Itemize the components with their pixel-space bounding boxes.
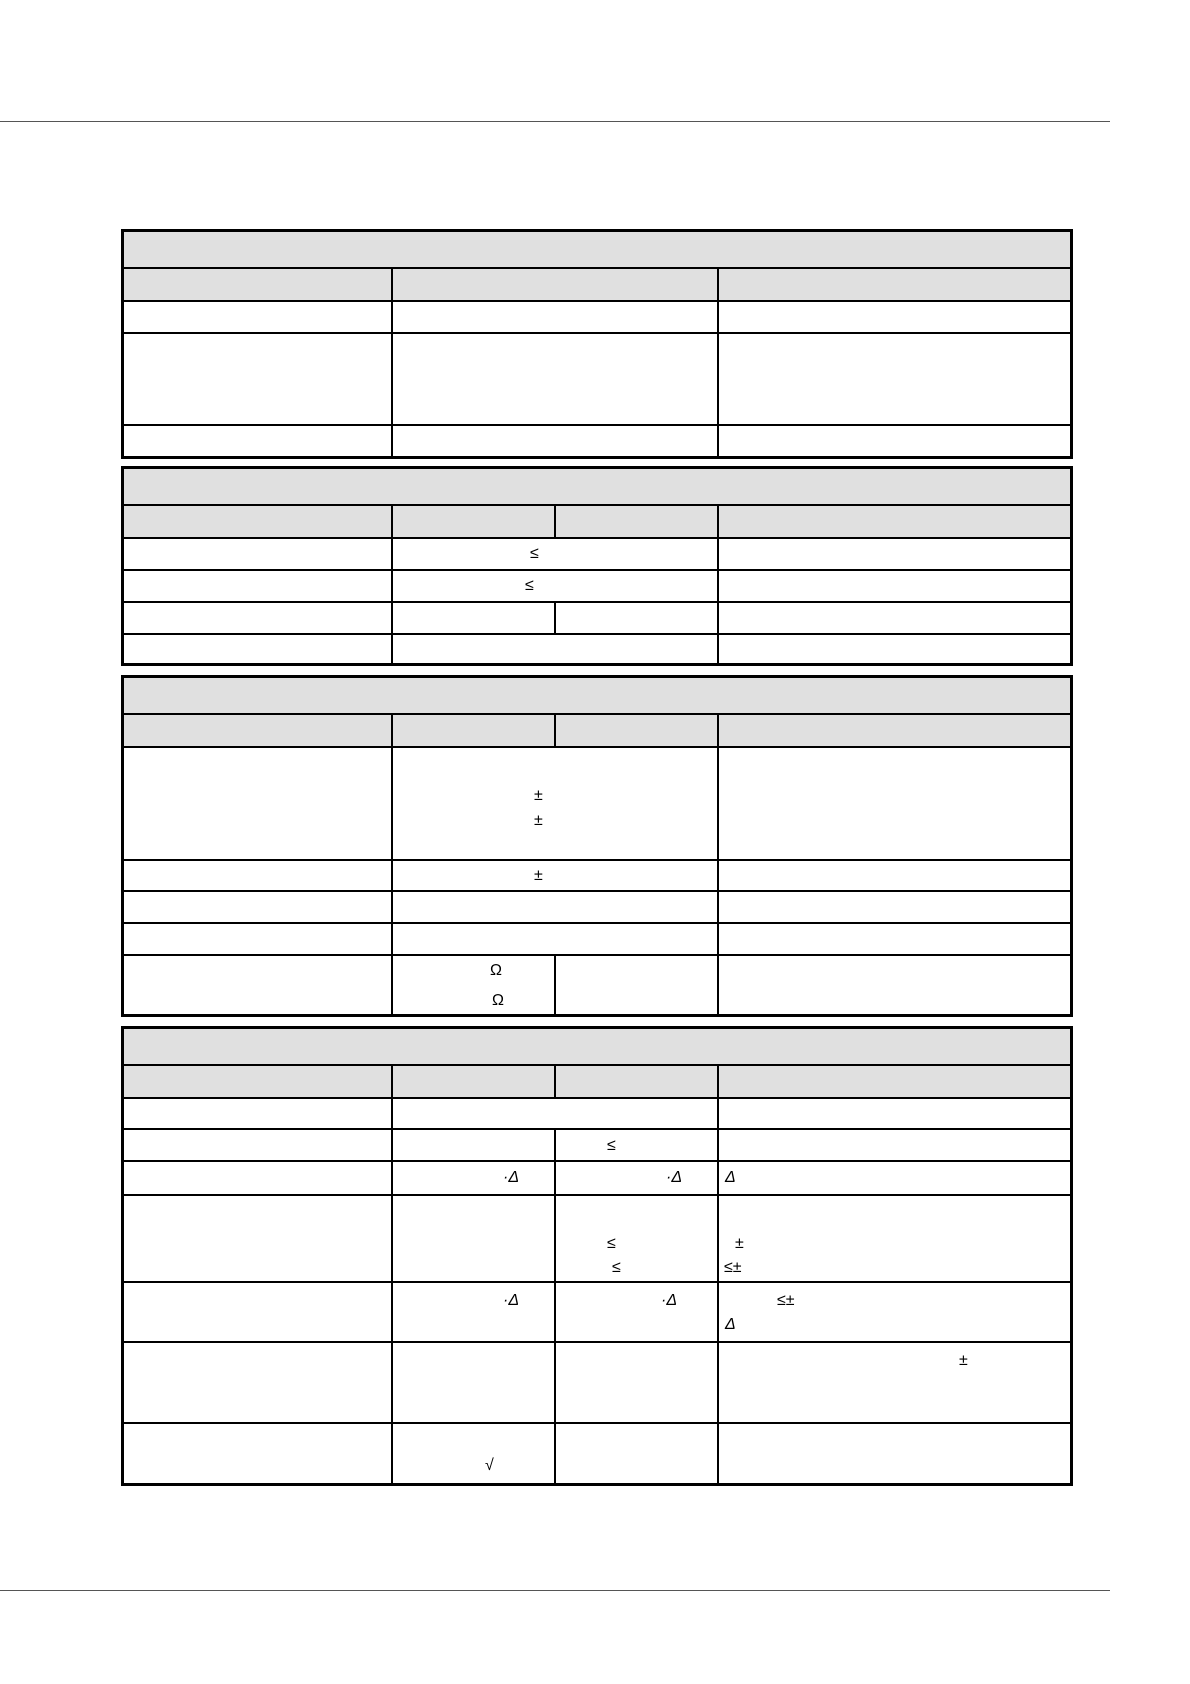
table-block-4 (121, 1026, 1073, 1486)
table-block-1 (121, 229, 1073, 459)
column-header (124, 1065, 392, 1098)
table-cell (555, 955, 718, 1014)
table-cell (718, 1098, 1070, 1129)
table-cell (124, 1098, 392, 1129)
table-cell (718, 1195, 1070, 1282)
delta-symbol: Δ (725, 1316, 736, 1333)
table-cell (555, 1342, 718, 1423)
table-cell (718, 634, 1070, 663)
table-cell (718, 301, 1070, 333)
column-header (124, 714, 392, 747)
column-header (392, 268, 718, 301)
table-cell (392, 538, 718, 570)
le-symbol: ≤ (607, 1137, 616, 1154)
table-cell (124, 1129, 392, 1161)
table-cell (392, 1098, 718, 1129)
table-cell (124, 602, 392, 634)
table-cell (392, 602, 555, 634)
section-title (124, 232, 1070, 268)
column-header (124, 268, 392, 301)
table-cell (718, 923, 1070, 955)
plus-minus-symbol: ± (534, 812, 543, 829)
table-cell (718, 891, 1070, 923)
column-header (718, 268, 1070, 301)
table-cell (555, 1161, 718, 1195)
table-cell (392, 1129, 555, 1161)
table-cell (718, 333, 1070, 425)
plus-minus-symbol: ± (959, 1352, 968, 1369)
footer-rule (0, 1590, 1110, 1591)
delta-symbol: Δ (725, 1169, 736, 1186)
table-cell (392, 923, 718, 955)
table-cell (718, 1129, 1070, 1161)
table-block-3 (121, 675, 1073, 1017)
ohm-symbol: Ω (490, 962, 502, 979)
le-symbol: ≤ (607, 1235, 616, 1252)
column-header (555, 714, 718, 747)
table-cell (392, 634, 718, 663)
table-cell (392, 1161, 555, 1195)
le-symbol: ≤ (612, 1259, 621, 1276)
table-cell (124, 333, 392, 425)
table-cell (392, 747, 718, 860)
column-header (718, 1065, 1070, 1098)
table-cell (124, 1423, 392, 1483)
column-header (392, 714, 555, 747)
le-symbol: ≤ (530, 545, 539, 562)
table-cell (392, 860, 718, 891)
sqrt-symbol: √ (485, 1457, 494, 1474)
table-cell (124, 1195, 392, 1282)
table-cell (124, 923, 392, 955)
column-header (555, 1065, 718, 1098)
ohm-symbol: Ω (492, 992, 504, 1009)
plus-minus-symbol: ± (534, 787, 543, 804)
column-header (124, 505, 392, 538)
table-cell (124, 891, 392, 923)
table-cell (392, 1423, 555, 1483)
le-pm-symbol: ≤± (777, 1292, 795, 1309)
table-cell (555, 602, 718, 634)
dot-delta-symbol: ·Δ (503, 1169, 520, 1186)
table-cell (124, 860, 392, 891)
dot-delta-symbol: ·Δ (503, 1292, 520, 1309)
table-cell (124, 1342, 392, 1423)
table-cell (124, 634, 392, 663)
table-cell (392, 570, 718, 602)
dot-delta-symbol: ·Δ (666, 1169, 683, 1186)
table-cell (718, 1342, 1070, 1423)
header-rule (0, 121, 1110, 122)
le-pm-symbol: ≤± (724, 1259, 742, 1276)
table-cell (718, 1423, 1070, 1483)
table-cell (718, 538, 1070, 570)
table-cell (555, 1195, 718, 1282)
table-cell (555, 1282, 718, 1342)
table-block-2 (121, 466, 1073, 666)
table-cell (124, 747, 392, 860)
table-cell (718, 860, 1070, 891)
plus-minus-symbol: ± (534, 867, 543, 884)
dot-delta-symbol: ·Δ (661, 1292, 678, 1309)
table-cell (124, 538, 392, 570)
table-cell (718, 570, 1070, 602)
table-cell (718, 747, 1070, 860)
section-title (124, 469, 1070, 505)
table-cell (718, 1161, 1070, 1195)
table-cell (392, 1282, 555, 1342)
table-cell (392, 333, 718, 425)
table-cell (392, 301, 718, 333)
plus-minus-symbol: ± (735, 1235, 744, 1252)
column-header (718, 505, 1070, 538)
table-cell (392, 955, 555, 1014)
column-header (392, 505, 555, 538)
table-cell (124, 1282, 392, 1342)
column-header (392, 1065, 555, 1098)
table-cell (392, 425, 718, 456)
table-cell (718, 425, 1070, 456)
table-cell (124, 1161, 392, 1195)
table-cell (718, 955, 1070, 1014)
table-cell (124, 570, 392, 602)
le-symbol: ≤ (525, 577, 534, 594)
table-cell (718, 1282, 1070, 1342)
table-cell (392, 1342, 555, 1423)
table-cell (392, 891, 718, 923)
table-cell (555, 1129, 718, 1161)
table-cell (392, 1195, 555, 1282)
section-title (124, 678, 1070, 714)
section-title (124, 1029, 1070, 1065)
table-cell (124, 955, 392, 1014)
column-header (555, 505, 718, 538)
table-cell (555, 1423, 718, 1483)
table-cell (124, 301, 392, 333)
table-cell (718, 602, 1070, 634)
table-cell (124, 425, 392, 456)
column-header (718, 714, 1070, 747)
